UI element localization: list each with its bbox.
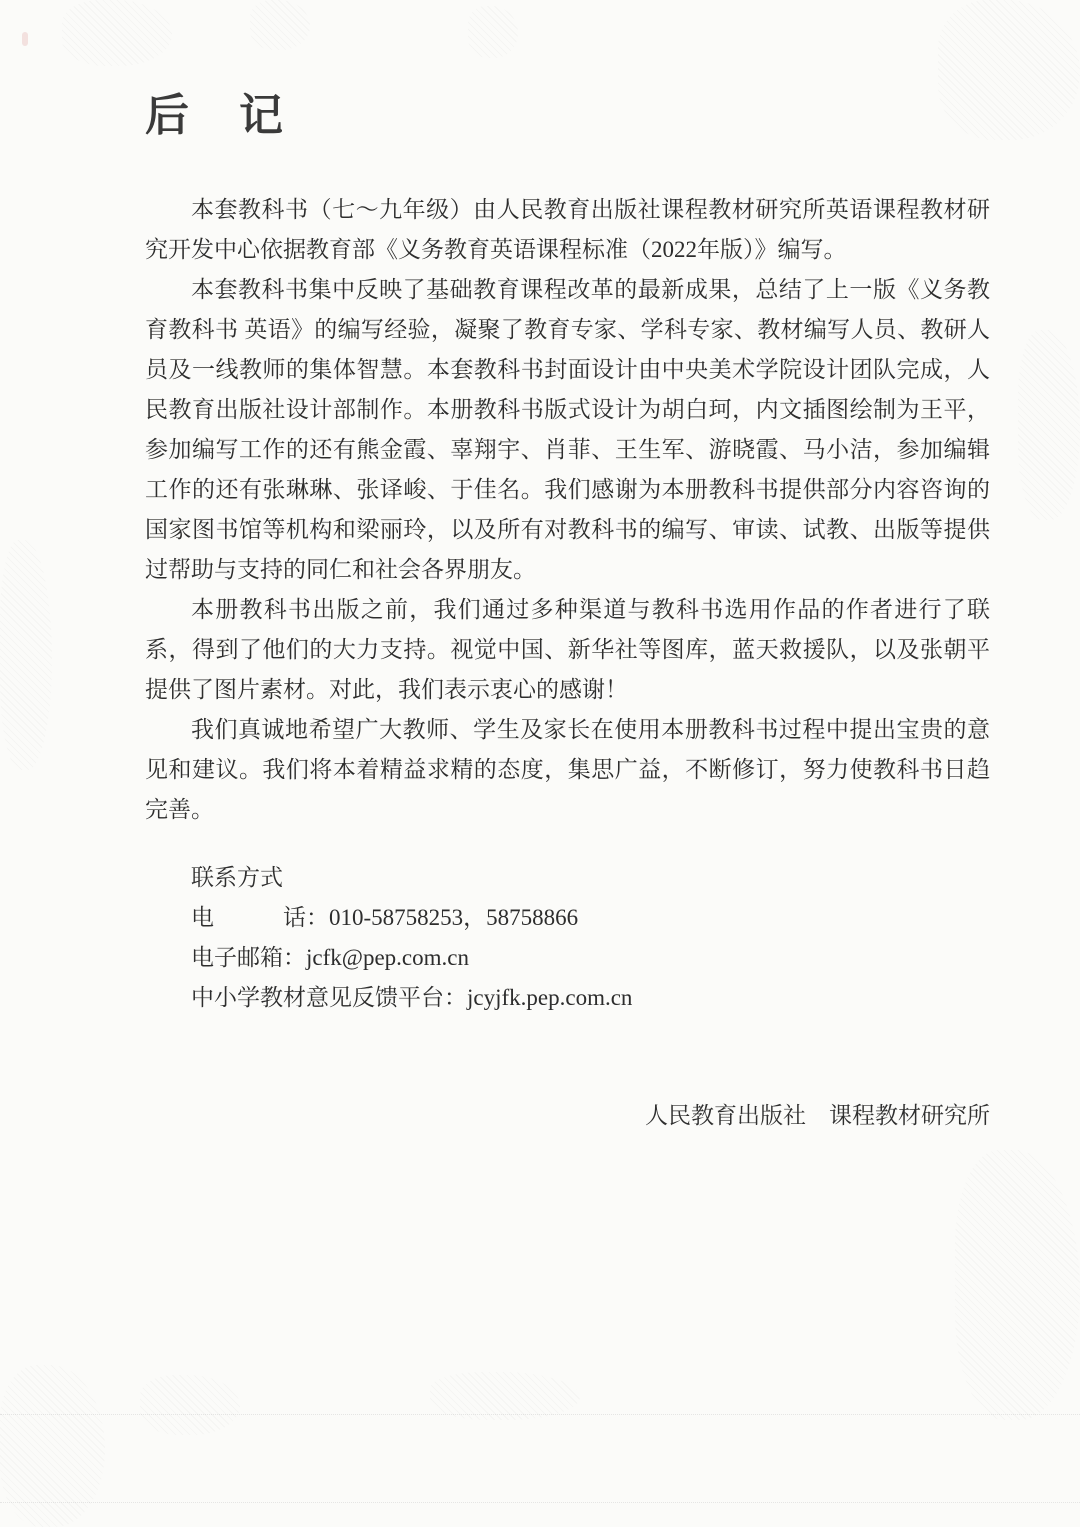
contact-phone-line: 电 话：010-58758253，58758866: [191, 905, 579, 930]
paragraph-feedback-wish: 我们真诚地希望广大教师、学生及家长在使用本册教科书过程中提出宝贵的意见和建议。我们将本着精益求精的态度，集思广益，不断修订，努力使教科书日趋完善。: [145, 717, 990, 822]
paragraph-origin: 本套教科书（七～九年级）由人民教育出版社课程教材研究所英语课程教材研究开发中心依据教育部《义务教育英语课程标准（2022年版）》编写。: [145, 197, 990, 262]
afterword-body: [145, 190, 990, 830]
paragraph-contributors: 本套教科书集中反映了基础教育课程改革的最新成果，总结了上一版《义务教育教科书 英语》的编写经验，凝聚了教育专家、学科专家、教材编写人员、教研人员及一线教师的集体智慧。本套教科书封面设计由中央美术学院设计团队完成，人民教育出版社设计部制作。本册教科书版式设计为胡白珂，内文插图绘制为王平，参加编写工作的还有熊金霞、辜翔宇、肖菲、王生军、游晓霞、马小洁，参加编辑工作的还有张琳琳、张译峻、于佳名。我们感谢为本册教科书提供部分内容咨询的国家图书馆等机构和梁丽玲，以及所有对教科书的编写、审读、试教、出版等提供过帮助与支持的同仁和社会各界朋友。: [145, 277, 990, 582]
contact-platform-line: 中小学教材意见反馈平台：jcyjfk.pep.com.cn: [191, 985, 633, 1010]
contact-section: [145, 858, 990, 1018]
contact-email-line: 电子邮箱：jcfk@pep.com.cn: [191, 945, 469, 970]
publisher-signature: 人民教育出版社 课程教材研究所: [645, 1103, 990, 1128]
paragraph-image-credits: 本册教科书出版之前，我们通过多种渠道与教科书选用作品的作者进行了联系，得到了他们的大力支持。视觉中国、新华社等图库，蓝天救援队，以及张朝平提供了图片素材。对此，我们表示衷心的感谢！: [145, 597, 990, 702]
page-title: 后 记: [145, 91, 286, 140]
contact-heading: 联系方式: [191, 865, 283, 890]
